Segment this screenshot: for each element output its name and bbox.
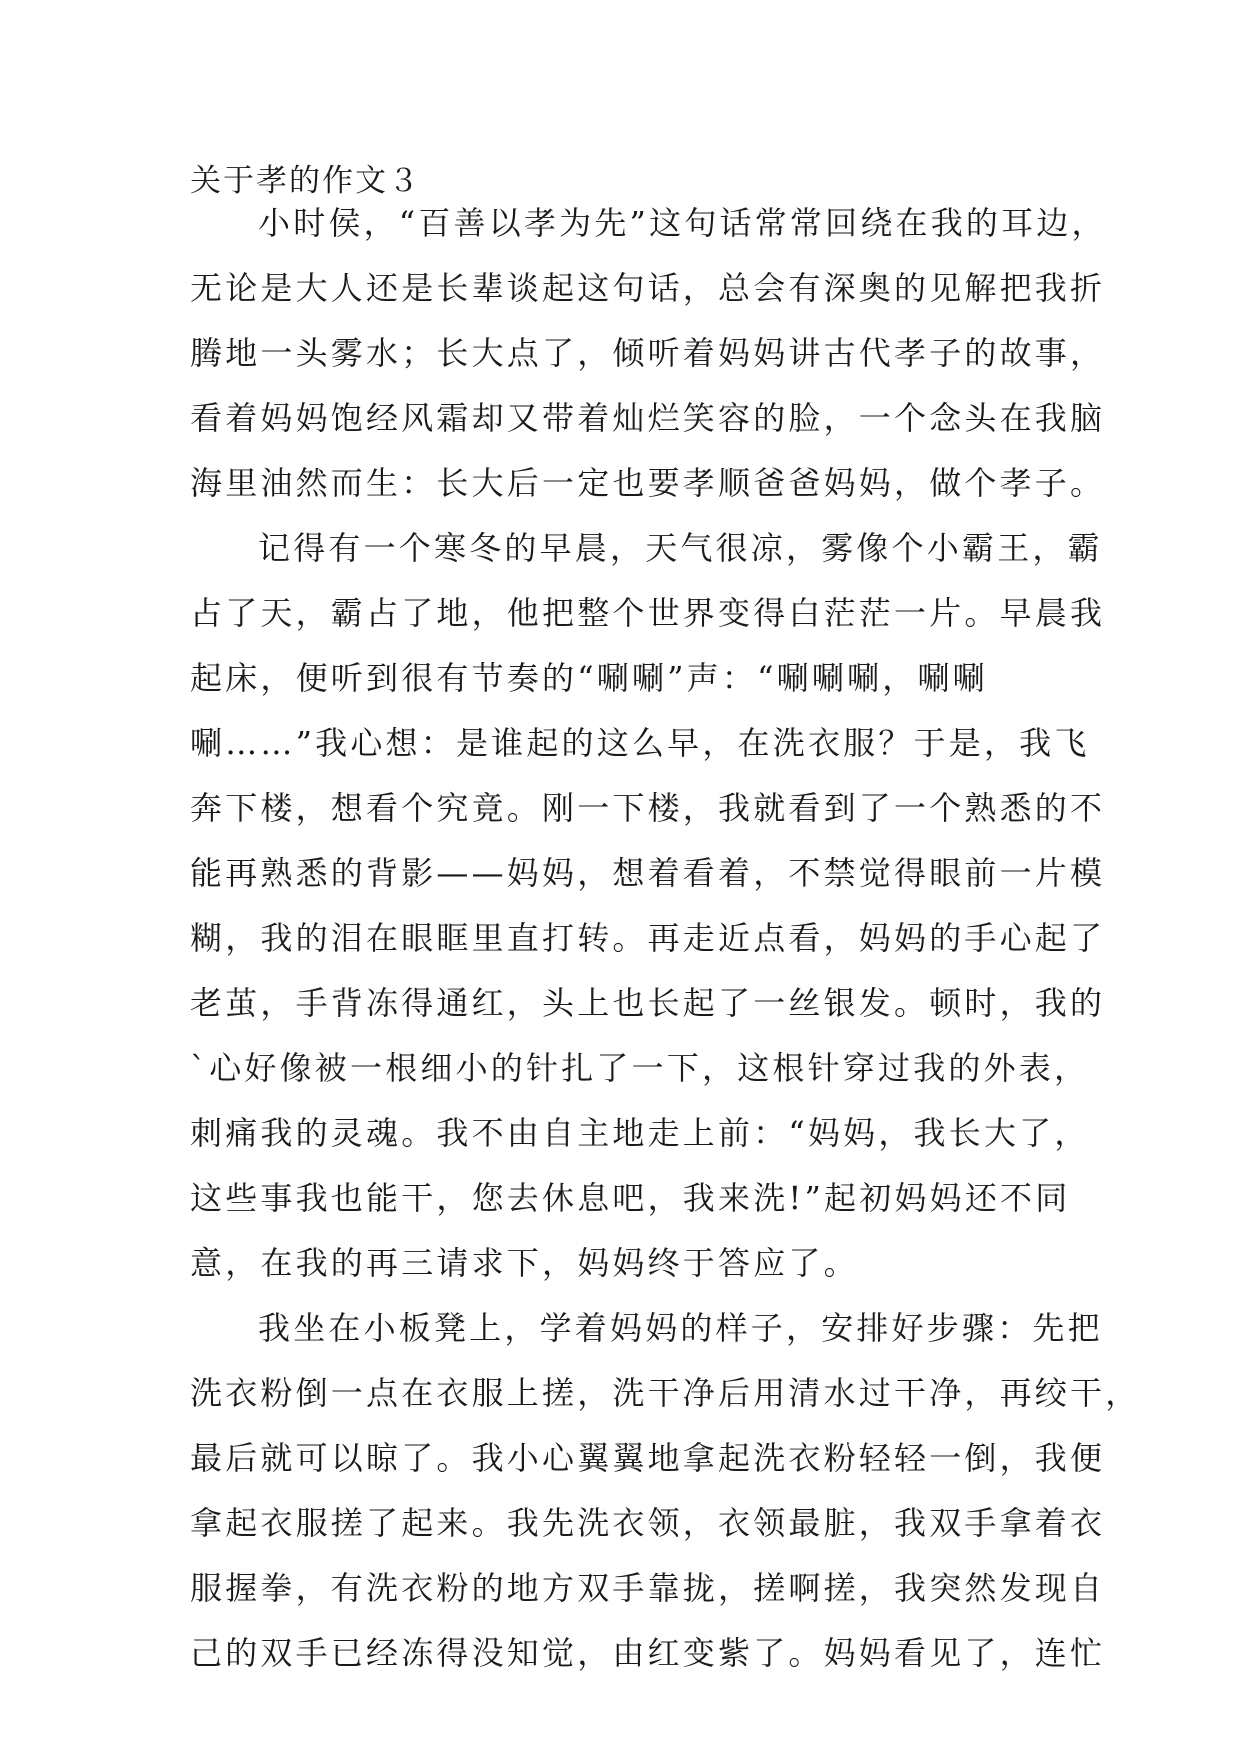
paragraph-3-line-4: 拿起衣服搓了起来。我先洗衣领，衣领最脏，我双手拿着衣 — [190, 1504, 1106, 1542]
paragraph-3-line-6: 己的双手已经冻得没知觉，由红变紫了。妈妈看见了，连忙 — [190, 1634, 1106, 1672]
paragraph-2-line-12: 意，在我的再三请求下，妈妈终于答应了。 — [190, 1244, 859, 1282]
paragraph-1-line-3: 腾地一头雾水；长大点了，倾听着妈妈讲古代孝子的故事， — [190, 334, 1106, 372]
paragraph-2-line-7: 糊，我的泪在眼眶里直打转。再走近点看，妈妈的手心起了 — [190, 919, 1106, 957]
paragraph-3-line-2: 洗衣粉倒一点在衣服上搓，洗干净后用清水过干净，再绞干， — [190, 1374, 1141, 1412]
essay-title: 关于孝的作文３ — [190, 163, 421, 199]
paragraph-2-line-10: 刺痛我的灵魂。我不由自主地走上前：“妈妈，我长大了， — [190, 1114, 1090, 1152]
paragraph-2-line-8: 老茧，手背冻得通红，头上也长起了一丝银发。顿时，我的 — [190, 984, 1106, 1022]
paragraph-2-line-1: 记得有一个寒冬的早晨，天气很凉，雾像个小霸王，霸 — [258, 529, 1103, 567]
paragraph-1-line-1: 小时侯，“百善以孝为先”这句话常常回绕在我的耳边， — [258, 204, 1107, 242]
paragraph-2-line-2: 占了天，霸占了地，他把整个世界变得白茫茫一片。早晨我 — [190, 594, 1106, 632]
paragraph-3-line-1: 我坐在小板凳上，学着妈妈的样子，安排好步骤：先把 — [258, 1309, 1103, 1347]
paragraph-1-line-2: 无论是大人还是长辈谈起这句话，总会有深奥的见解把我折 — [190, 269, 1106, 307]
paragraph-2-line-4: 唰……”我心想：是谁起的这么早，在洗衣服？于是，我飞 — [190, 724, 1090, 762]
paragraph-3-line-3: 最后就可以晾了。我小心翼翼地拿起洗衣粉轻轻一倒，我便 — [190, 1439, 1106, 1477]
paragraph-2-line-11: 这些事我也能干，您去休息吧，我来洗!”起初妈妈还不同 — [190, 1179, 1071, 1217]
paragraph-1-line-4: 看着妈妈饱经风霜却又带着灿烂笑容的脸，一个念头在我脑 — [190, 399, 1106, 437]
paragraph-1-line-5: 海里油然而生：长大后一定也要孝顺爸爸妈妈，做个孝子。 — [190, 464, 1106, 502]
paragraph-2-line-9: `心好像被一根细小的针扎了一下，这根针穿过我的外表， — [190, 1049, 1090, 1087]
paragraph-2-line-5: 奔下楼，想看个究竟。刚一下楼，我就看到了一个熟悉的不 — [190, 789, 1106, 827]
paragraph-3-line-5: 服握拳，有洗衣粉的地方双手靠拢，搓啊搓，我突然发现自 — [190, 1569, 1106, 1607]
paragraph-2-line-6: 能再熟悉的背影——妈妈，想着看着，不禁觉得眼前一片模 — [190, 854, 1106, 892]
paragraph-2-line-3: 起床，便听到很有节奏的“唰唰”声：“唰唰唰，唰唰 — [190, 659, 988, 697]
